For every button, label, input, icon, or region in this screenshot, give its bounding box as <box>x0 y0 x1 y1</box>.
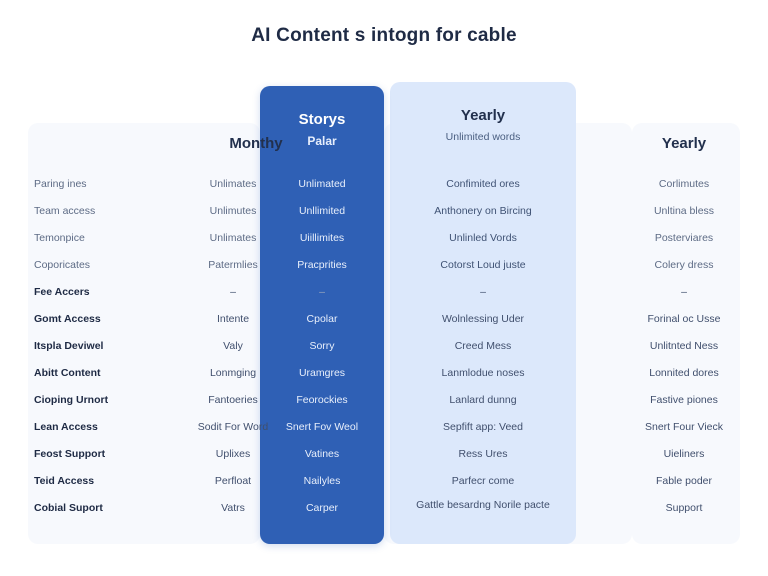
row-value-col-0: Intente <box>216 313 250 325</box>
row-value-col-2: Confimited ores <box>446 178 520 190</box>
row-value-col-1: Unlimated <box>298 178 346 190</box>
row-label: Teid Access <box>34 475 95 487</box>
row-value-col-3: Corlimutes <box>658 178 710 190</box>
column-header-yearly-last <box>594 134 768 157</box>
row-value-col-2: Cotorst Loud juste <box>440 259 526 271</box>
comparison-table <box>28 82 740 544</box>
row-value-col-0: Vatrs <box>221 502 245 514</box>
row-value-col-3: Lonnited dores <box>649 367 719 379</box>
row-label: Team access <box>34 205 96 217</box>
row-value-col-2: Parfecr come <box>451 475 515 487</box>
row-value-col-1: – <box>319 286 325 298</box>
column-header-yearly <box>390 106 576 145</box>
row-value-col-0: Sodit For Word <box>197 421 269 433</box>
row-value-col-3: Fastive piones <box>650 394 718 406</box>
table-row <box>28 495 740 522</box>
row-label: Gomt Access <box>34 313 101 325</box>
row-value-col-2: Sepfift app: Veed <box>443 421 523 433</box>
row-value-col-1: Carper <box>305 502 339 514</box>
row-label: Cobial Suport <box>34 502 103 514</box>
row-label: Temonpice <box>34 232 85 244</box>
row-value-col-0: Patermlies <box>208 259 258 271</box>
column-header-storys <box>262 110 382 149</box>
row-value-col-2: Ress Ures <box>458 448 508 460</box>
row-label: Fee Accers <box>34 286 90 298</box>
row-value-col-1: Feorockies <box>296 394 348 406</box>
row-value-col-1: Cpolar <box>306 313 338 325</box>
column-header-yearly-name: Yearly <box>460 107 506 124</box>
row-label: Abitt Content <box>34 367 101 379</box>
table-row <box>28 225 740 252</box>
column-header-monthly-name: Monthy <box>229 135 283 152</box>
table-row <box>28 387 740 414</box>
table-row <box>28 360 740 387</box>
row-value-col-0: Uplixes <box>215 448 251 460</box>
row-value-col-3: Forinal oc Usse <box>647 313 721 325</box>
row-value-col-3: Fable poder <box>655 475 713 487</box>
row-label: Itspla Deviwel <box>34 340 104 352</box>
column-header-yearly-last-name: Yearly <box>661 135 707 152</box>
table-row <box>28 414 740 441</box>
row-value-col-0: Unlimutes <box>209 205 257 217</box>
table-row <box>28 306 740 333</box>
row-value-col-2: Wolnlessing Uder <box>441 313 525 325</box>
row-value-col-0: Unlimates <box>209 178 257 190</box>
row-value-col-2: – <box>480 286 486 298</box>
table-row <box>28 441 740 468</box>
table-row <box>28 171 740 198</box>
row-value-col-0: Valy <box>223 340 243 352</box>
row-value-col-2: Creed Mess <box>454 340 512 352</box>
row-value-col-1: Uiillimites <box>299 232 345 244</box>
row-value-col-0: Unlimates <box>209 232 257 244</box>
row-value-col-2: Lanmlodue noses <box>441 367 525 379</box>
row-value-col-3: Support <box>665 502 703 514</box>
column-header-storys-name: Storys <box>298 111 346 128</box>
row-value-col-3: Colery dress <box>654 259 714 271</box>
row-value-col-3: Posterviares <box>654 232 714 244</box>
row-label: Feost Support <box>34 448 106 460</box>
row-value-col-1: Uramgres <box>298 367 346 379</box>
row-value-col-0: Perfloat <box>214 475 252 487</box>
row-label: Coporicates <box>34 259 91 271</box>
column-header-storys-sub: Palar <box>307 134 337 148</box>
table-row <box>28 252 740 279</box>
table-row <box>28 198 740 225</box>
row-value-col-1: Pracprities <box>297 259 347 271</box>
table-row <box>28 333 740 360</box>
row-value-col-3: Snert Four Vieck <box>644 421 723 433</box>
row-value-col-3: Unlitnted Ness <box>649 340 719 352</box>
row-value-col-3: Uieliners <box>663 448 705 460</box>
row-value-col-0: – <box>230 286 236 298</box>
table-row <box>28 279 740 306</box>
row-value-col-2: Gattle besardng Norile pacte <box>416 499 550 511</box>
row-label: Lean Access <box>34 421 98 433</box>
row-label: Paring ines <box>34 178 87 190</box>
column-header-yearly-sub: Unlimited words <box>445 131 521 143</box>
row-value-col-3: Unltina bless <box>653 205 715 217</box>
row-value-col-0: Fantoeries <box>208 394 258 406</box>
row-value-col-1: Sorry <box>309 340 335 352</box>
row-value-col-1: Unllimited <box>298 205 346 217</box>
row-label: Cioping Urnort <box>34 394 109 406</box>
row-value-col-0: Lonmging <box>209 367 257 379</box>
row-value-col-1: Nailyles <box>303 475 341 487</box>
row-value-col-2: Unlinled Vords <box>449 232 517 244</box>
row-value-col-1: Snert Fov Weol <box>285 421 359 433</box>
row-value-col-2: Lanlard dunng <box>449 394 517 406</box>
page-title: AI Content s intogn for cable <box>251 25 517 46</box>
row-value-col-1: Vatines <box>304 448 340 460</box>
table-row <box>28 468 740 495</box>
row-value-col-3: – <box>681 286 687 298</box>
row-value-col-2: Anthonery on Bircing <box>434 205 532 217</box>
